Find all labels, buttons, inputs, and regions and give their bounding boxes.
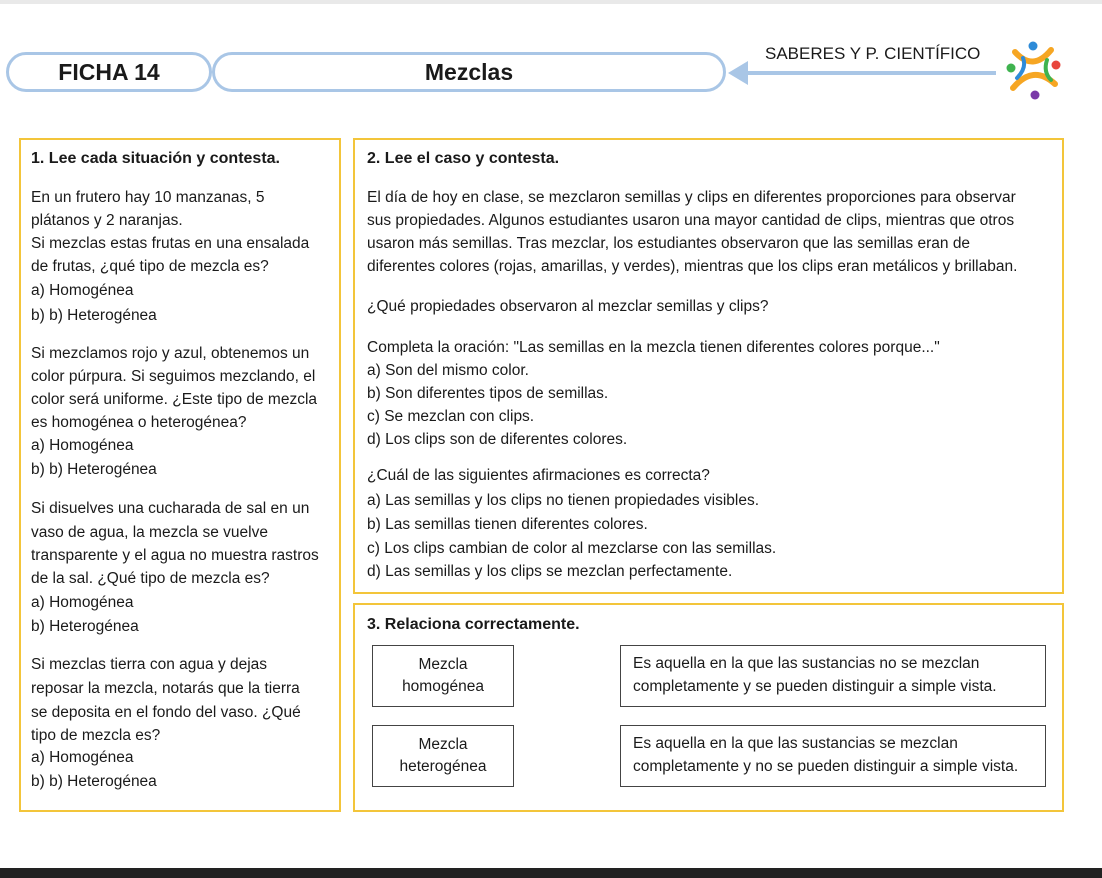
term-line: homogénea <box>402 678 484 695</box>
subject-label: SABERES Y P. CIENTÍFICO <box>765 44 981 63</box>
term-line: heterogénea <box>399 758 487 775</box>
q4-line: tipo de mezcla es? <box>31 727 161 744</box>
q1-line: Si mezclas estas frutas en una ensalada <box>31 235 310 252</box>
definition-line: completamente y se pueden distinguir a simple vista. <box>633 678 997 695</box>
section3-box <box>353 603 1064 812</box>
q4-line: Si mezclas tierra con agua y dejas <box>31 656 268 673</box>
arrow-head-icon <box>728 61 748 85</box>
section1-heading: 1. Lee cada situación y contesta. <box>31 150 280 167</box>
passage-line: usaron más semillas. Tras mezclar, los estudiantes observaron que las semillas eran de <box>367 235 971 252</box>
term-heterogenea[interactable] <box>372 725 514 787</box>
q3-option-c[interactable]: c) Los clips cambian de color al mezclarse con las semillas. <box>367 540 777 557</box>
term-homogenea[interactable] <box>372 645 514 707</box>
q3-option-a[interactable]: a) Las semillas y los clips no tienen propiedades visibles. <box>367 492 760 509</box>
q4-line: reposar la mezcla, notarás que la tierra <box>31 680 300 697</box>
ficha-number: FICHA 14 <box>58 58 160 85</box>
q3-line: vaso de agua, la mezcla se vuelve <box>31 524 268 541</box>
section3-heading: 3. Relaciona correctamente. <box>367 616 580 633</box>
question-complete: Completa la oración: "Las semillas en la mezcla tienen diferentes colores porque..." <box>367 339 940 356</box>
q4-option-a[interactable]: a) Homogénea <box>31 749 134 766</box>
definition-line: Es aquella en la que las sustancias se mezclan <box>633 735 958 752</box>
people-circle-logo-icon <box>1003 38 1063 102</box>
q3-option-b[interactable]: b) Las semillas tienen diferentes colores. <box>367 516 648 533</box>
q2-option-a[interactable]: a) Son del mismo color. <box>367 362 529 379</box>
q2-option-b[interactable]: b) Son diferentes tipos de semillas. <box>367 385 609 402</box>
passage-line: sus propiedades. Algunos estudiantes usaron una mayor cantidad de clips, mientras que otros <box>367 212 1015 229</box>
definition-heterogenea[interactable] <box>620 645 1046 707</box>
q2-option-c[interactable]: c) Se mezclan con clips. <box>367 408 535 425</box>
q4-line: se deposita en el fondo del vaso. ¿Qué <box>31 704 301 721</box>
q1-option-b[interactable]: b) b) Heterogénea <box>31 307 157 324</box>
q1-line: En un frutero hay 10 manzanas, 5 <box>31 189 265 206</box>
q1-line: de frutas, ¿qué tipo de mezcla es? <box>31 258 269 275</box>
passage-line: diferentes colores (rojas, amarillas, y verdes), mientras que los clips eran metálicos y brillaban. <box>367 258 1018 275</box>
section1-box <box>19 138 341 812</box>
q2-option-b[interactable]: b) b) Heterogénea <box>31 461 157 478</box>
term-line: Mezcla <box>418 656 468 673</box>
q2-line: Si mezclamos rojo y azul, obtenemos un <box>31 345 310 362</box>
q3-option-d[interactable]: d) Las semillas y los clips se mezclan perfectamente. <box>367 563 733 580</box>
q3-line: transparente y el agua no muestra rastros <box>31 547 319 564</box>
arrow-line <box>746 71 996 75</box>
section2-box <box>353 138 1064 594</box>
passage-line: El día de hoy en clase, se mezclaron semillas y clips en diferentes proporciones para observar <box>367 189 1016 206</box>
q3-line: de la sal. ¿Qué tipo de mezcla es? <box>31 570 270 587</box>
top-divider <box>0 0 1102 4</box>
definition-line: Es aquella en la que las sustancias no se mezclan <box>633 655 980 672</box>
term-line: Mezcla <box>418 736 468 753</box>
q2-line: es homogénea o heterogénea? <box>31 414 247 431</box>
q4-option-b[interactable]: b) b) Heterogénea <box>31 773 157 790</box>
ficha-label <box>6 52 212 92</box>
q3-option-a[interactable]: a) Homogénea <box>31 594 134 611</box>
q2-option-a[interactable]: a) Homogénea <box>31 437 134 454</box>
q1-option-a[interactable]: a) Homogénea <box>31 282 134 299</box>
page-title <box>212 52 726 92</box>
q3-line: Si disuelves una cucharada de sal en un <box>31 500 310 517</box>
bottom-bar <box>0 868 1102 878</box>
q2-option-d[interactable]: d) Los clips son de diferentes colores. <box>367 431 628 448</box>
definition-homogenea[interactable] <box>620 725 1046 787</box>
page-title-text: Mezclas <box>424 58 514 85</box>
question-correct: ¿Cuál de las siguientes afirmaciones es correcta? <box>367 467 710 484</box>
q1-line: plátanos y 2 naranjas. <box>31 212 183 229</box>
q3-option-b[interactable]: b) Heterogénea <box>31 618 139 635</box>
section2-heading: 2. Lee el caso y contesta. <box>367 150 560 167</box>
q2-line: color será uniforme. ¿Este tipo de mezcla <box>31 391 318 408</box>
definition-line: completamente y no se pueden distinguir a simple vista. <box>633 758 1019 775</box>
question-properties: ¿Qué propiedades observaron al mezclar semillas y clips? <box>367 298 769 315</box>
q2-line: color púrpura. Si seguimos mezclando, el <box>31 368 316 385</box>
